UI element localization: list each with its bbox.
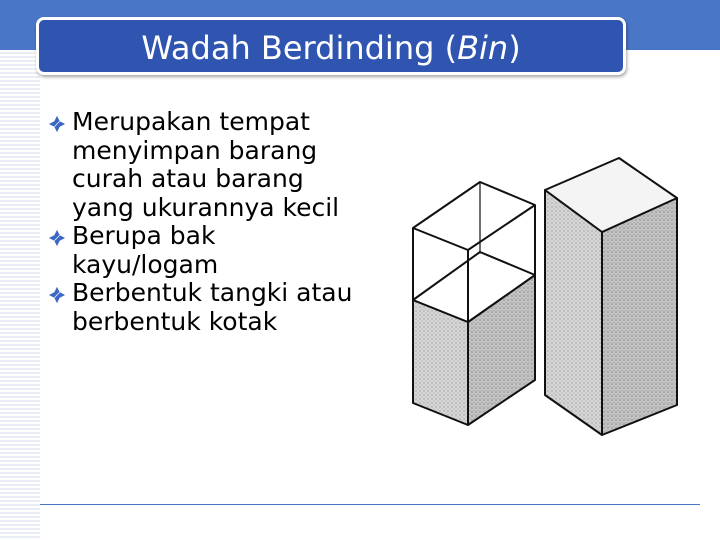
footer-rule	[40, 504, 700, 505]
diamond-bullet-icon	[48, 115, 66, 133]
bullet-text: Berupa bak kayu/logam	[72, 221, 219, 279]
title-italic: Bin	[457, 29, 509, 67]
closed-bin-shape	[545, 158, 677, 435]
title-box	[36, 17, 626, 75]
diamond-bullet-icon	[48, 286, 66, 304]
bullet-item	[48, 222, 368, 279]
open-bin-shape	[413, 182, 535, 425]
bullet-item	[48, 108, 368, 222]
decorative-stripes	[0, 50, 40, 540]
bullet-item	[48, 279, 368, 336]
diamond-bullet-icon	[48, 229, 66, 247]
bullet-text: Merupakan tempat menyimpan barang curah atau barang yang ukurannya kecil	[72, 107, 340, 222]
bullet-text: Berbentuk tangki atau berbentuk kotak	[72, 278, 353, 336]
bullet-list	[48, 108, 368, 336]
title-main: Wadah Berdinding (	[141, 29, 458, 67]
title-end: )	[508, 29, 521, 67]
bin-illustration	[395, 150, 710, 450]
slide-title	[39, 30, 623, 66]
